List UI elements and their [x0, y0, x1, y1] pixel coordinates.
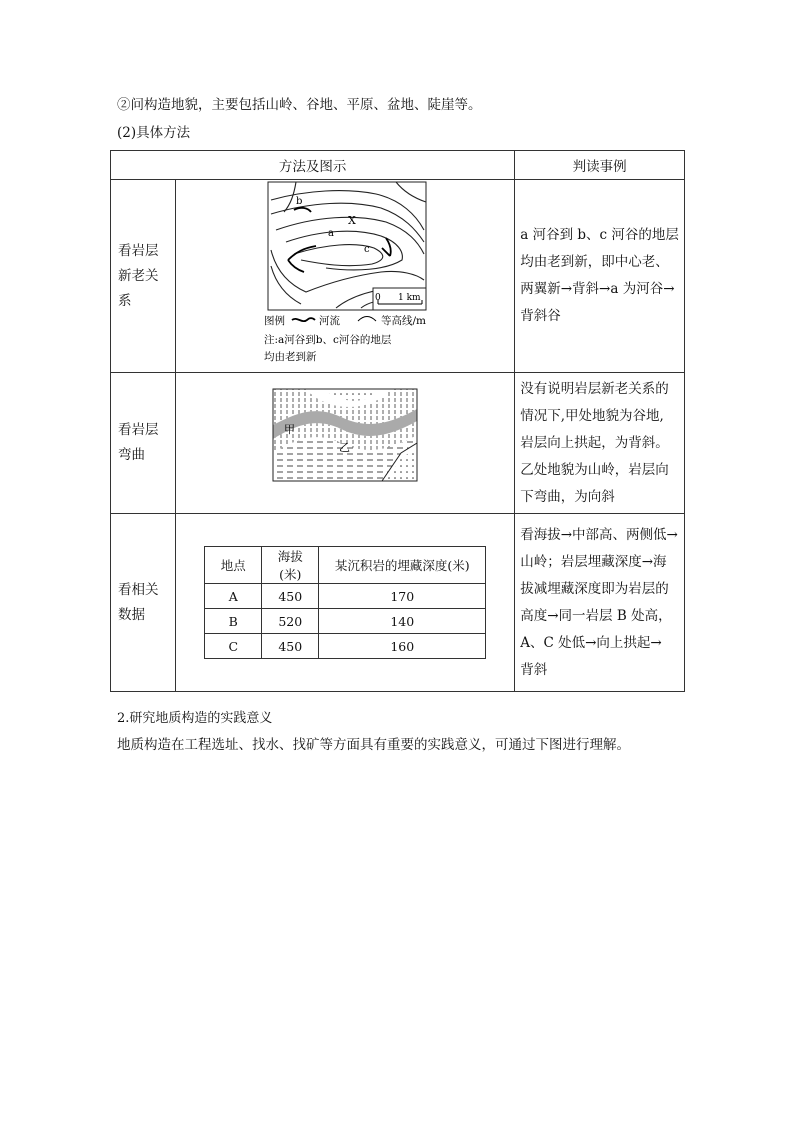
label-yi: 乙 — [339, 441, 351, 454]
data-cell: 520 — [262, 609, 319, 634]
legend-contour: 等高线/m — [381, 315, 427, 327]
legend-prefix: 图例 — [264, 315, 286, 327]
example-text: 看海拔→中部高、两侧低→ — [520, 526, 678, 543]
table-row — [111, 514, 685, 692]
example-text: A、C 处低→向上拱起→ — [520, 634, 662, 651]
example-text: 高度→同一岩层 B 处高， — [520, 607, 672, 624]
figure-cell — [176, 514, 515, 692]
contour-legend-icon — [358, 317, 376, 322]
fold-cross-section-figure — [176, 373, 514, 509]
data-row — [205, 634, 486, 659]
example-text: 两翼新→背斜→a 为河谷→ — [520, 281, 675, 297]
elevation-data-table — [204, 546, 486, 659]
data-cell: C — [205, 634, 262, 659]
data-header-depth: 某沉积岩的埋藏深度(米) — [319, 547, 486, 584]
data-cell: 170 — [319, 584, 486, 609]
data-cell: 140 — [319, 609, 486, 634]
category-text: 数据 — [118, 606, 145, 623]
data-header-location: 地点 — [205, 547, 262, 584]
example-cell — [515, 373, 685, 514]
category-text: 系 — [118, 292, 132, 309]
method-table — [110, 150, 685, 692]
category-text: 弯曲 — [118, 447, 145, 463]
example-text: 背斜谷 — [520, 308, 561, 324]
example-text: 山岭；岩层埋藏深度→海 — [520, 553, 667, 570]
figure-note-line-2: 均由老到新 — [264, 351, 317, 363]
category-text: 看岩层 — [118, 422, 159, 438]
data-cell: 450 — [262, 584, 319, 609]
example-text: a 河谷到 b、c 河谷的地层 — [520, 227, 679, 243]
legend-river: 河流 — [319, 315, 341, 327]
label-b: b — [296, 196, 303, 207]
figure-cell — [176, 373, 515, 514]
category-cell — [111, 514, 176, 692]
table-row — [111, 180, 685, 373]
label-c: c — [364, 244, 370, 255]
data-header-elevation: 海拔(米) — [262, 547, 319, 584]
category-text: 看岩层 — [118, 242, 159, 259]
data-cell: 160 — [319, 634, 486, 659]
header-method: 方法及图示 — [111, 151, 515, 180]
data-cell: B — [205, 609, 262, 634]
example-text: 情况下,甲处地貌为谷地, — [520, 407, 664, 424]
category-cell — [111, 373, 176, 514]
data-row — [205, 609, 486, 634]
scale-zero: 0 — [375, 293, 381, 303]
category-text: 新老关 — [118, 267, 159, 284]
label-x: X — [348, 214, 357, 227]
example-cell — [515, 514, 685, 692]
data-cell: A — [205, 584, 262, 609]
figure-note-line-1: 注:a河谷到b、c河谷的地层 — [264, 334, 392, 346]
river-legend-icon — [292, 318, 315, 321]
figure-cell — [176, 180, 515, 373]
data-cell: 450 — [262, 634, 319, 659]
example-text: 拔减埋藏深度即为岩层的 — [520, 580, 669, 597]
example-cell — [515, 180, 685, 373]
label-jia: 甲 — [284, 423, 296, 436]
data-row — [205, 584, 486, 609]
example-text: 背斜 — [520, 661, 548, 678]
contour-map-figure — [176, 180, 514, 368]
section2-body: 地质构造在工程选址、找水、找矿等方面具有重要的实践意义，可通过下图进行理解。 — [117, 737, 630, 753]
header-example: 判读事例 — [515, 151, 685, 180]
data-table-header — [205, 547, 486, 584]
example-text: 没有说明岩层新老关系的 — [520, 380, 669, 397]
table-header-row — [111, 151, 685, 180]
section2-title: 2.研究地质构造的实践意义 — [117, 711, 273, 726]
example-text: 乙处地貌为山岭，岩层向 — [520, 461, 669, 478]
intro-line-2: (2)具体方法 — [117, 125, 191, 141]
example-text: 均由老到新，即中心老、 — [520, 254, 669, 270]
example-text: 岩层向上拱起，为背斜。 — [520, 434, 669, 451]
example-text: 下弯曲，为向斜 — [520, 488, 615, 505]
label-a: a — [328, 228, 335, 239]
category-cell — [111, 180, 176, 373]
table-row — [111, 373, 685, 514]
intro-line-1: ②问构造地貌，主要包括山岭、谷地、平原、盆地、陡崖等。 — [117, 97, 482, 113]
scale-km: 1 km — [398, 293, 421, 303]
category-text: 看相关 — [118, 581, 159, 598]
